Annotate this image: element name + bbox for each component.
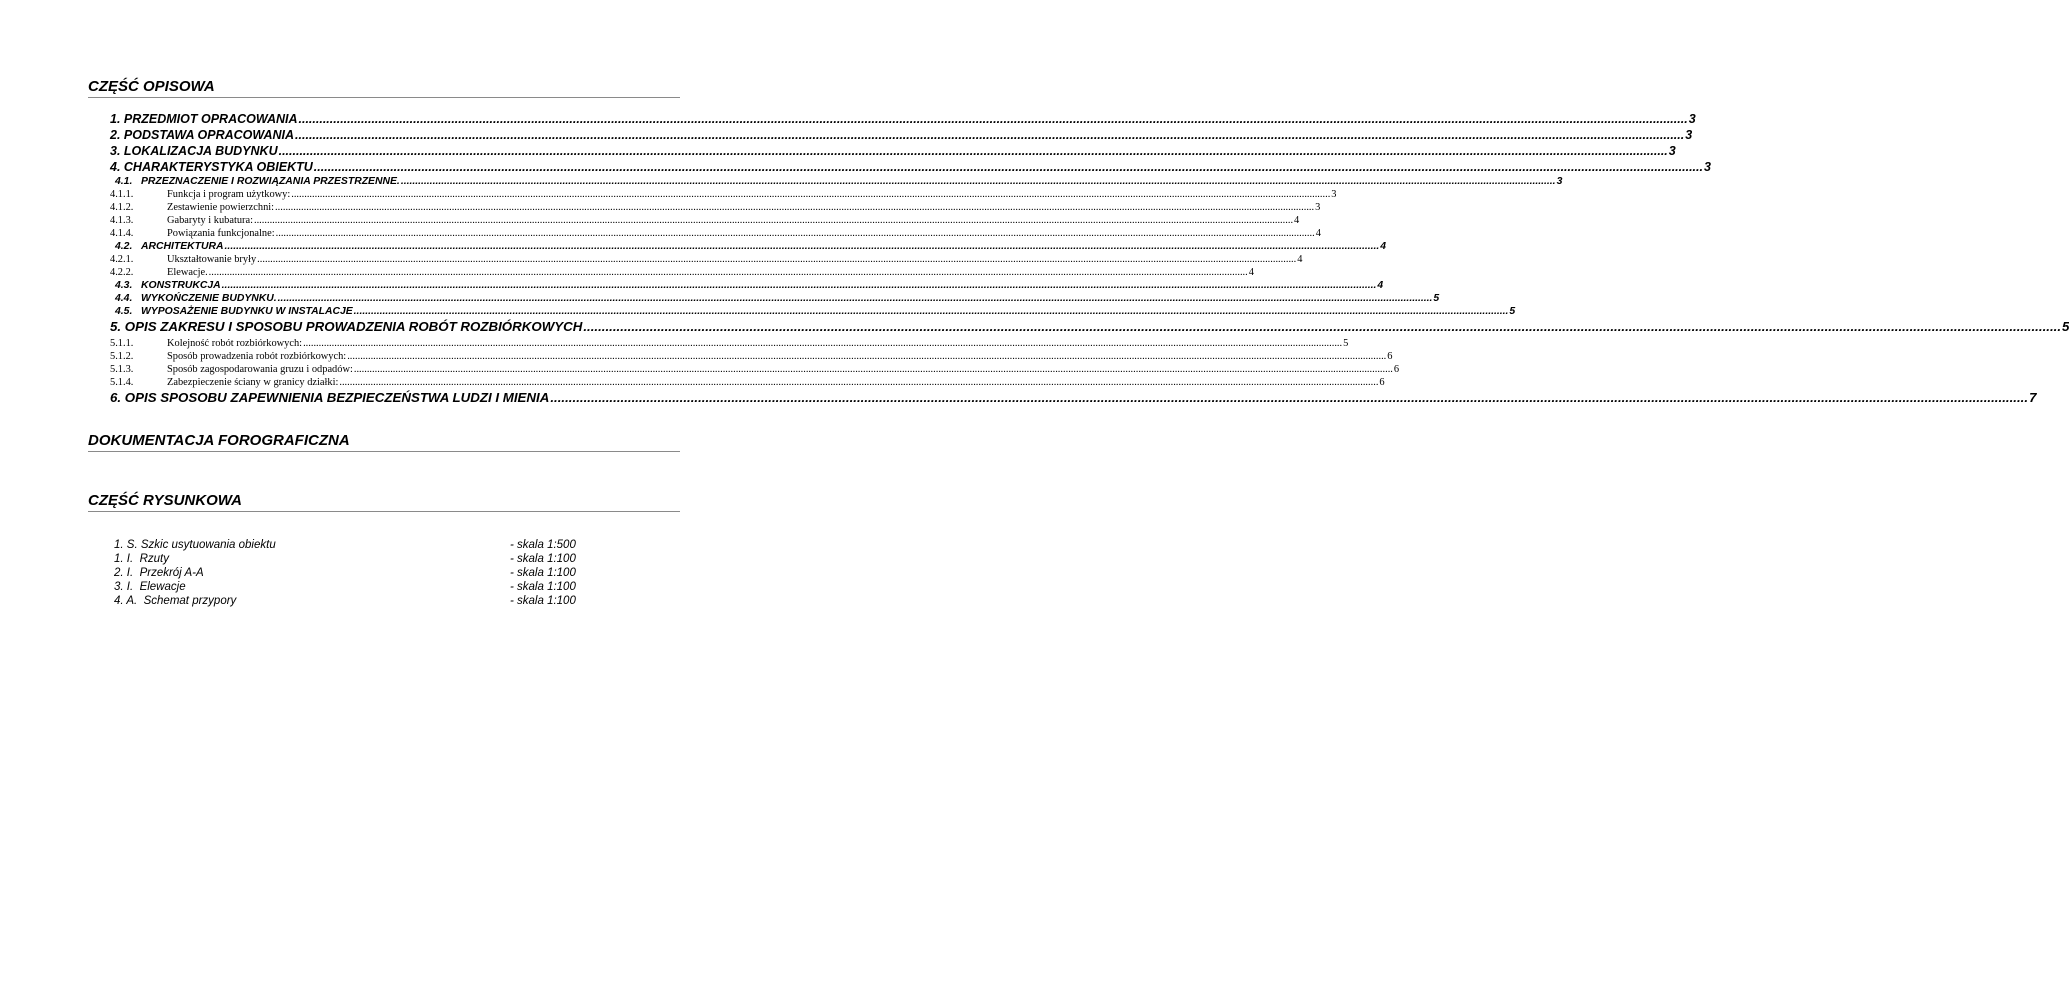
- toc-entry-number: 4.2.1.: [110, 254, 134, 265]
- toc-entry-page: 3: [1668, 144, 1676, 158]
- toc-entry[interactable]: [110, 228, 1321, 241]
- toc-entry[interactable]: [110, 267, 1254, 280]
- toc-entry-title: Powiązania funkcjonalne:: [167, 228, 275, 239]
- toc-entry-number: 4.1.2.: [110, 202, 134, 213]
- toc-entry-title: 5. OPIS ZAKRESU I SPOSOBU PROWADZENIA ROBÓT ROZBIÓRKOWYCH: [110, 319, 583, 334]
- toc-entry[interactable]: [110, 254, 1303, 267]
- section-heading-opis: CZĘŚĆ OPISOWA: [88, 78, 680, 98]
- toc-leader-dots: ................................................................................................................................................................................................................................................................................................................................................................................................................: [550, 390, 2029, 405]
- drawing-item: [114, 552, 594, 566]
- toc-leader-dots: ................................................................................................................................................................................................................................................................................................................................................................................................................: [278, 144, 1668, 158]
- toc-entry-title: Zabezpieczenie ściany w granicy działki:: [167, 377, 339, 388]
- toc-entry[interactable]: [110, 128, 1693, 144]
- toc-entry[interactable]: [110, 189, 1337, 202]
- toc-entry-page: 3: [1685, 128, 1693, 142]
- toc-entry-number: 4.1.4.: [110, 228, 134, 239]
- toc-entry[interactable]: [110, 241, 1387, 254]
- toc-entry-page: 3: [1703, 160, 1711, 174]
- toc-entry-page: 5: [2062, 319, 2069, 334]
- drawing-label: 1. I. Rzuty: [114, 553, 169, 565]
- toc-entry-title: Sposób prowadzenia robót rozbiórkowych:: [167, 351, 347, 362]
- toc-entry-title: Ukształtowanie bryły: [167, 254, 257, 265]
- toc-entry-number: 4.5.: [115, 306, 133, 317]
- toc-entry[interactable]: [110, 319, 2069, 338]
- toc-entry-number: 4.1.: [115, 176, 133, 187]
- toc-leader-dots: ................................................................................................................................................................................................................................................................................................................................................................................................................: [303, 338, 1343, 349]
- toc-entry-number: 4.3.: [115, 280, 133, 291]
- toc-entry-page: 4: [1377, 280, 1384, 291]
- toc-entry[interactable]: [110, 351, 1393, 364]
- toc-entry-number: 4.2.2.: [110, 267, 134, 278]
- toc-leader-dots: ................................................................................................................................................................................................................................................................................................................................................................................................................: [583, 319, 2062, 334]
- toc-entry[interactable]: [110, 338, 1349, 351]
- table-of-contents: [110, 112, 2069, 409]
- toc-leader-dots: ................................................................................................................................................................................................................................................................................................................................................................................................................: [224, 241, 1380, 252]
- drawing-scale: - skala 1:500: [510, 539, 576, 551]
- section-heading-dokumentacja: DOKUMENTACJA FOROGRAFICZNA: [88, 432, 680, 452]
- toc-entry-title: 4. CHARAKTERYSTYKA OBIEKTU: [110, 160, 313, 174]
- toc-entry-title: 1. PRZEDMIOT OPRACOWANIA: [110, 112, 298, 126]
- toc-entry-title: Sposób zagospodarowania gruzu i odpadów:: [167, 364, 353, 375]
- toc-entry-title: ARCHITEKTURA: [141, 241, 224, 252]
- toc-leader-dots: ................................................................................................................................................................................................................................................................................................................................................................................................................: [275, 228, 1315, 239]
- toc-entry-number: 4.2.: [115, 241, 133, 252]
- toc-entry-page: 5: [1433, 293, 1440, 304]
- toc-leader-dots: ................................................................................................................................................................................................................................................................................................................................................................................................................: [353, 306, 1509, 317]
- toc-entry-page: 5: [1509, 306, 1516, 317]
- toc-entry-number: 5.1.4.: [110, 377, 134, 388]
- toc-entry[interactable]: [110, 306, 1516, 319]
- toc-entry-number: 5.1.3.: [110, 364, 134, 375]
- toc-entry-page: 4: [1294, 215, 1300, 226]
- drawing-list: [114, 538, 594, 608]
- toc-leader-dots: ................................................................................................................................................................................................................................................................................................................................................................................................................: [400, 176, 1556, 187]
- toc-entry[interactable]: [110, 364, 1400, 377]
- toc-entry-title: KONSTRUKCJA: [141, 280, 221, 291]
- drawing-scale: - skala 1:100: [510, 567, 576, 579]
- toc-entry-page: 4: [1380, 241, 1387, 252]
- toc-entry-title: 3. LOKALIZACJA BUDYNKU: [110, 144, 278, 158]
- toc-entry-page: 7: [2029, 390, 2037, 405]
- toc-entry-page: 6: [1393, 364, 1400, 375]
- toc-entry[interactable]: [110, 160, 1711, 176]
- toc-entry-page: 4: [1315, 228, 1321, 239]
- toc-entry-page: 4: [1297, 254, 1303, 265]
- toc-entry[interactable]: [110, 390, 2037, 409]
- toc-entry-page: 3: [1556, 176, 1563, 187]
- drawing-label: 3. I. Elewacje: [114, 581, 186, 593]
- toc-entry[interactable]: [110, 215, 1300, 228]
- toc-entry[interactable]: [110, 377, 1385, 390]
- drawing-item: [114, 538, 594, 552]
- toc-entry[interactable]: [110, 293, 1440, 306]
- toc-entry[interactable]: [110, 176, 1563, 189]
- toc-leader-dots: ................................................................................................................................................................................................................................................................................................................................................................................................................: [313, 160, 1703, 174]
- toc-entry-page: 5: [1343, 338, 1349, 349]
- toc-entry-page: 3: [1331, 189, 1337, 200]
- toc-leader-dots: ................................................................................................................................................................................................................................................................................................................................................................................................................: [339, 377, 1379, 388]
- toc-entry-number: 4.1.1.: [110, 189, 134, 200]
- toc-entry-number: 5.1.2.: [110, 351, 134, 362]
- toc-entry-title: WYKOŃCZENIE BUDYNKU.: [141, 293, 277, 304]
- toc-entry-page: 4: [1248, 267, 1254, 278]
- drawing-label: 1. S. Szkic usytuowania obiektu: [114, 539, 276, 551]
- toc-entry-page: 3: [1315, 202, 1321, 213]
- toc-entry-title: Elewacje.: [167, 267, 208, 278]
- toc-entry-title: Zestawienie powierzchni:: [167, 202, 275, 213]
- toc-entry-page: 3: [1688, 112, 1696, 126]
- toc-leader-dots: ................................................................................................................................................................................................................................................................................................................................................................................................................: [295, 128, 1685, 142]
- drawing-label: 4. A. Schemat przypory: [114, 595, 237, 607]
- toc-entry[interactable]: [110, 202, 1321, 215]
- toc-entry-number: 4.1.3.: [110, 215, 134, 226]
- toc-entry-number: 4.4.: [115, 293, 133, 304]
- section-heading-rysunkowa: CZĘŚĆ RYSUNKOWA: [88, 492, 680, 512]
- toc-leader-dots: ................................................................................................................................................................................................................................................................................................................................................................................................................: [353, 364, 1393, 375]
- drawing-scale: - skala 1:100: [510, 553, 576, 565]
- toc-entry[interactable]: [110, 280, 1384, 293]
- toc-entry-title: WYPOSAŻENIE BUDYNKU W INSTALACJE: [141, 306, 353, 317]
- drawing-scale: - skala 1:100: [510, 595, 576, 607]
- toc-leader-dots: ................................................................................................................................................................................................................................................................................................................................................................................................................: [298, 112, 1688, 126]
- toc-leader-dots: ................................................................................................................................................................................................................................................................................................................................................................................................................: [277, 293, 1433, 304]
- toc-entry-page: 6: [1379, 377, 1385, 388]
- toc-entry[interactable]: [110, 112, 1696, 128]
- drawing-item: [114, 594, 594, 608]
- toc-entry-number: 5.1.1.: [110, 338, 134, 349]
- toc-leader-dots: ................................................................................................................................................................................................................................................................................................................................................................................................................: [257, 254, 1297, 265]
- toc-entry-title: 2. PODSTAWA OPRACOWANIA: [110, 128, 295, 142]
- toc-entry-page: 6: [1387, 351, 1393, 362]
- toc-entry-title: Gabaryty i kubatura:: [167, 215, 253, 226]
- drawing-label: 2. I. Przekrój A-A: [114, 567, 204, 579]
- drawing-item: [114, 566, 594, 580]
- toc-entry-title: Kolejność robót rozbiórkowych:: [167, 338, 303, 349]
- toc-entry[interactable]: [110, 144, 1676, 160]
- drawing-item: [114, 580, 594, 594]
- toc-entry-title: PRZEZNACZENIE I ROZWIĄZANIA PRZESTRZENNE.: [141, 176, 400, 187]
- toc-leader-dots: ................................................................................................................................................................................................................................................................................................................................................................................................................: [275, 202, 1315, 213]
- toc-leader-dots: ................................................................................................................................................................................................................................................................................................................................................................................................................: [347, 351, 1387, 362]
- toc-entry-title: 6. OPIS SPOSOBU ZAPEWNIENIA BEZPIECZEŃSTWA LUDZI I MIENIA: [110, 390, 550, 405]
- drawing-scale: - skala 1:100: [510, 581, 576, 593]
- toc-leader-dots: ................................................................................................................................................................................................................................................................................................................................................................................................................: [291, 189, 1331, 200]
- toc-leader-dots: ................................................................................................................................................................................................................................................................................................................................................................................................................: [221, 280, 1377, 291]
- toc-leader-dots: ................................................................................................................................................................................................................................................................................................................................................................................................................: [208, 267, 1248, 278]
- toc-entry-title: Funkcja i program użytkowy:: [167, 189, 291, 200]
- toc-leader-dots: ................................................................................................................................................................................................................................................................................................................................................................................................................: [253, 215, 1294, 226]
